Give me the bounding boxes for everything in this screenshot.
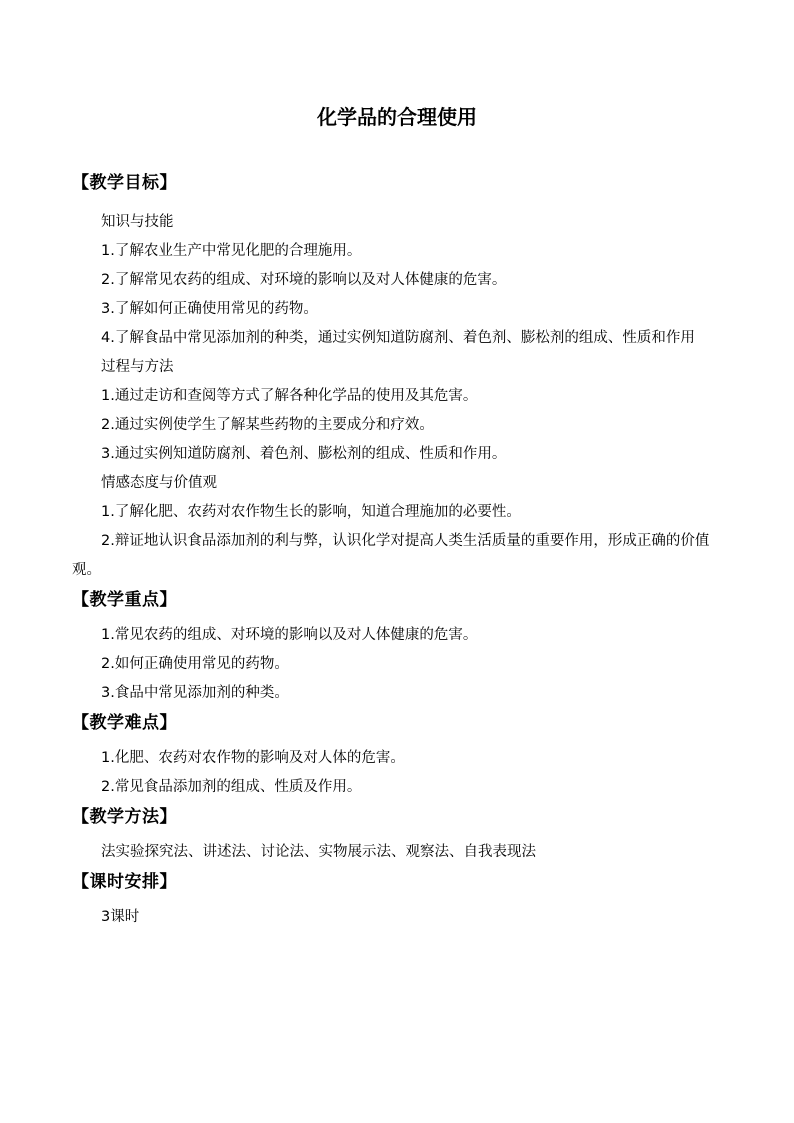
process-item: 3.通过实例知道防腐剂、着色剂、膨松剂的组成、性质和作用。	[101, 446, 507, 462]
emotion-item: 2.辩证地认识食品添加剂的利与弊，认识化学对提高人类生活质量的重要作用，形成正确的价值观。	[72, 533, 710, 578]
subheading-emotion: 情感态度与价值观	[101, 475, 217, 491]
key-point-item: 3.食品中常见添加剂的种类。	[101, 685, 289, 701]
section-heading-schedule: 【课时安排】	[72, 872, 177, 892]
knowledge-item: 2.了解常见农药的组成、对环境的影响以及对人体健康的危害。	[101, 272, 507, 288]
knowledge-item: 3.了解如何正确使用常见的药物。	[101, 301, 318, 317]
difficulty-item: 2.常见食品添加剂的组成、性质及作用。	[101, 779, 362, 795]
section-heading-objectives: 【教学目标】	[72, 173, 177, 193]
process-item: 1.通过走访和查阅等方式了解各种化学品的使用及其危害。	[101, 388, 478, 404]
section-heading-difficulties: 【教学难点】	[72, 713, 177, 733]
document-title: 化学品的合理使用	[317, 105, 477, 129]
section-heading-methods: 【教学方法】	[72, 807, 177, 827]
methods-text: 法实验探究法、讲述法、讨论法、实物展示法、观察法、自我表现法	[101, 844, 536, 860]
key-point-item: 1.常见农药的组成、对环境的影响以及对人体健康的危害。	[101, 627, 478, 643]
schedule-text: 3课时	[101, 909, 140, 925]
section-heading-key-points: 【教学重点】	[72, 590, 177, 610]
document-page	[72, 100, 722, 932]
key-point-item: 2.如何正确使用常见的药物。	[101, 656, 289, 672]
emotion-item: 1.了解化肥、农药对农作物生长的影响，知道合理施加的必要性。	[101, 504, 521, 520]
subheading-process: 过程与方法	[101, 359, 174, 375]
subheading-knowledge: 知识与技能	[101, 214, 174, 230]
process-item: 2.通过实例使学生了解某些药物的主要成分和疗效。	[101, 417, 434, 433]
knowledge-item: 1.了解农业生产中常见化肥的合理施用。	[101, 243, 362, 259]
difficulty-item: 1.化肥、农药对农作物的影响及对人体的危害。	[101, 750, 405, 766]
knowledge-item: 4.了解食品中常见添加剂的种类，通过实例知道防腐剂、着色剂、膨松剂的组成、性质和作用	[101, 330, 695, 346]
